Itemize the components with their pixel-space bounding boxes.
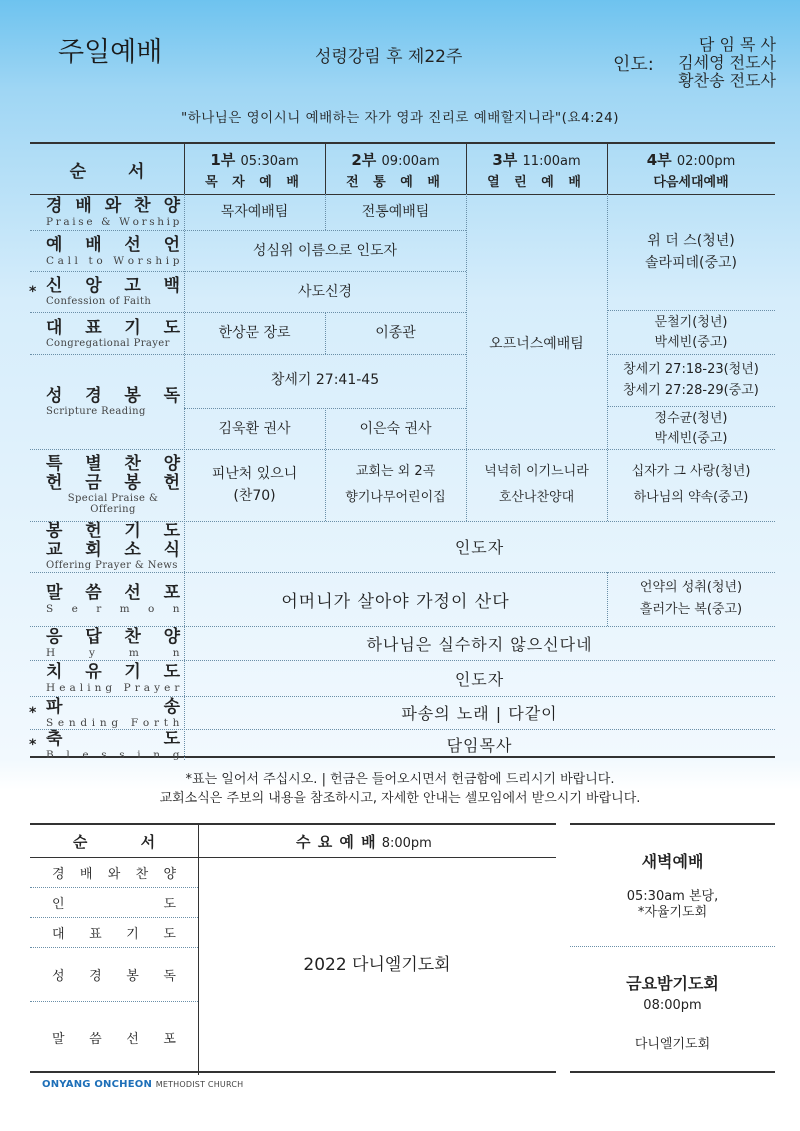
praise-service-3: 오프너스예배팀	[489, 336, 584, 352]
praise-service-2: 전통예배팀	[361, 204, 430, 220]
sending-content: 파송의 노래 | 다같이	[401, 704, 558, 723]
order-label-en: Confession of Faith	[46, 296, 152, 307]
stand-marker: *	[29, 704, 37, 721]
order-label-ko: 치 유 기 도	[46, 662, 180, 682]
order-label-ko: 대 표 기 도	[46, 317, 180, 338]
order-row-3	[30, 312, 184, 354]
hline-9	[30, 626, 775, 627]
order-label-ko: 성 경 봉 독	[46, 386, 180, 406]
wed-order-header: 순 서	[72, 832, 180, 851]
stand-marker: *	[29, 736, 37, 753]
hline-5a	[184, 408, 466, 409]
order-row-5	[30, 449, 184, 521]
order-row-10	[30, 696, 184, 729]
sunday-service-table	[29, 142, 775, 761]
service-1-header: 1부 05:30am 목 자 예 배	[205, 150, 304, 190]
wednesday-service-table	[30, 823, 556, 1073]
head-vline-2	[325, 144, 326, 194]
order-row-7	[30, 572, 184, 626]
hline-6	[30, 449, 775, 450]
wed-item-label: 경 배 와 찬 양	[52, 867, 176, 882]
leader-3: 황찬송 전도사	[678, 71, 776, 90]
hline-3	[30, 312, 466, 313]
hline-10	[30, 660, 775, 661]
order-label-ko: 헌 금 봉 헌	[46, 473, 180, 493]
hline-4b	[607, 354, 775, 355]
order-label-en: S e r m o n	[46, 603, 180, 615]
page-title: 주일예배	[58, 37, 163, 68]
order-header: 순 서	[69, 161, 163, 182]
special-service-2: 교회는 외 2곡 향기나무어린이집	[345, 464, 446, 505]
order-label-en: H e a l i n g P r a y e r	[46, 682, 180, 694]
hline-8	[30, 572, 775, 573]
header-divider	[30, 194, 775, 195]
wed-item-label: 말 씀 선 포	[52, 1031, 176, 1047]
praise-service-1: 목자예배팀	[220, 204, 289, 220]
wed-item-praise	[30, 858, 198, 887]
sermon-content: 어머니가 살아야 가정이 산다	[281, 591, 510, 612]
order-label-en: Offering Prayer & News	[46, 560, 178, 571]
order-label-ko: 파 송	[46, 696, 180, 717]
order-row-0	[30, 194, 184, 230]
order-label-ko: 경 배 와 찬 양	[46, 196, 180, 216]
offering-content: 인도자	[454, 538, 505, 557]
hline-12	[30, 729, 775, 730]
order-row-4	[30, 354, 184, 449]
vline-2b	[325, 312, 326, 354]
vline-3	[466, 194, 467, 521]
order-label-en: C a l l t o W o r s h i p	[46, 254, 180, 267]
hline-1	[30, 230, 466, 231]
order-label-ko: 교 회 소 식	[46, 540, 180, 560]
prayer-service-2: 이종관	[375, 325, 416, 341]
order-label-ko: 말 씀 선 포	[46, 583, 180, 603]
order-row-2	[30, 271, 184, 312]
confession-content: 사도신경	[297, 283, 353, 300]
friday-note: 다니엘기도회	[634, 1036, 711, 1052]
reader-service-2: 이은숙 권사	[359, 420, 432, 437]
stand-marker: *	[29, 283, 37, 300]
order-label-en: Special Praise & Offering	[67, 493, 159, 515]
wed-title: 수 요 예 배 8:00pm	[296, 832, 432, 851]
call-to-worship-content: 성심위 이름으로 인도자	[252, 242, 398, 259]
reader-service-4: 정수균(청년) 박세빈(중고)	[654, 410, 728, 446]
hline-7	[30, 521, 775, 522]
sermon-service-4: 언약의 성취(청년) 흘러가는 복(중고)	[639, 580, 743, 617]
healing-content: 인도자	[454, 669, 505, 689]
leader-1: 담 임 목 사	[698, 35, 776, 54]
dawn-title: 새벽예배	[641, 851, 704, 871]
special-service-4: 십자가 그 사랑(청년) 하나님의 약속(중고)	[631, 464, 751, 505]
head-vline-3	[466, 144, 467, 194]
head-vline-4	[607, 144, 608, 194]
order-label-ko: 예 배 선 언	[46, 234, 180, 255]
hline-2	[30, 271, 466, 272]
praise-service-4: 위 더 스(청년) 솔라피데(중고)	[644, 233, 738, 271]
prayer-service-4: 문철기(청년) 박세빈(중고)	[654, 315, 728, 350]
order-label-ko: 특 별 찬 양	[46, 454, 180, 474]
other-services-box	[570, 823, 775, 1073]
wed-item-label: 대 표 기 도	[52, 926, 176, 942]
header	[0, 0, 800, 95]
week-subtitle: 성령강림 후 제22주	[315, 47, 463, 67]
hymn-content: 하나님은 실수하지 않으신다네	[366, 634, 593, 654]
hline-5b	[607, 406, 775, 407]
leader-2: 김세영 전도사	[678, 53, 776, 72]
hline-11	[30, 696, 775, 697]
vline-2c	[325, 408, 326, 521]
order-label-ko: 응 답 찬 양	[46, 627, 180, 647]
wed-item-label: 성 경 봉 독	[52, 968, 176, 984]
note-2: 교회소식은 주보의 내용을 참조하시고, 자세한 안내는 셀모임에서 받으시기 바랍니다.	[159, 791, 641, 806]
church-brand: ONYANG ONCHEON METHODIST CHURCH	[42, 1079, 244, 1090]
order-row-6	[30, 521, 184, 572]
vline-2a	[325, 194, 326, 230]
order-label-en: H y m n	[46, 647, 180, 659]
note-1: *표는 일어서 주십시오. | 헌금은 들어오시면서 헌금함에 드리시기 바랍니다.	[185, 772, 615, 787]
scripture-content: 창세기 27:41-45	[270, 372, 380, 388]
order-row-8	[30, 626, 184, 660]
prayer-service-1: 한상문 장로	[218, 325, 291, 341]
order-row-1	[30, 230, 184, 271]
wed-item-scripture	[30, 947, 198, 1001]
order-label-en: P r a i s e & W o r s h i p	[46, 216, 180, 228]
vline-4a	[607, 194, 608, 521]
dawn-info: 05:30am 본당, *자율기도회	[626, 889, 719, 920]
scripture-verse: "하나님은 영이시니 예배하는 자가 영과 진리로 예배할지니라"(요4:24)	[180, 110, 620, 126]
order-label-en: S e n d i n g F o r t h	[46, 716, 180, 729]
reader-service-1: 김욱환 권사	[218, 420, 291, 437]
order-label-en: B l e s s i n g	[46, 748, 180, 761]
hline-3b	[607, 310, 775, 311]
notes	[0, 770, 800, 808]
side-divider	[570, 946, 775, 947]
service-4-header: 4부 02:00pm 다음세대예배	[646, 150, 736, 190]
order-row-9	[30, 660, 184, 696]
wed-item-prayer	[30, 917, 198, 947]
special-service-1: 피난처 있으니 (찬70)	[211, 466, 298, 504]
wed-item-lead	[30, 887, 198, 917]
order-label-en: Scripture Reading	[46, 406, 146, 417]
wed-content: 2022 다니엘기도회	[303, 954, 451, 975]
friday-title: 금요밤기도회	[626, 973, 719, 993]
order-label-ko: 축 도	[46, 728, 180, 749]
wed-item-label: 인 도	[52, 896, 176, 912]
order-label-ko: 신 앙 고 백	[46, 276, 180, 296]
wed-item-sermon	[30, 1001, 198, 1073]
service-2-header: 2부 09:00am 전 통 예 배	[346, 150, 445, 190]
friday-time: 08:00pm	[643, 997, 702, 1013]
vline-1	[184, 194, 185, 760]
order-row-11	[30, 729, 184, 760]
service-3-header: 3부 11:00am 열 린 예 배	[487, 150, 586, 190]
special-service-3: 넉넉히 이기느니라 호산나찬양대	[484, 464, 589, 505]
scripture-service-4: 창세기 27:18-23(청년) 창세기 27:28-29(중고)	[623, 362, 759, 398]
vline-4b	[607, 572, 608, 626]
hline-4	[30, 354, 466, 355]
leader-names	[678, 36, 776, 90]
leader-label: 인도:	[613, 54, 654, 75]
order-label-ko: 봉 헌 기 도	[46, 521, 180, 541]
order-label-en: Congregational Prayer	[46, 337, 170, 349]
blessing-content: 담임목사	[446, 736, 513, 755]
head-vline-1	[184, 144, 185, 194]
